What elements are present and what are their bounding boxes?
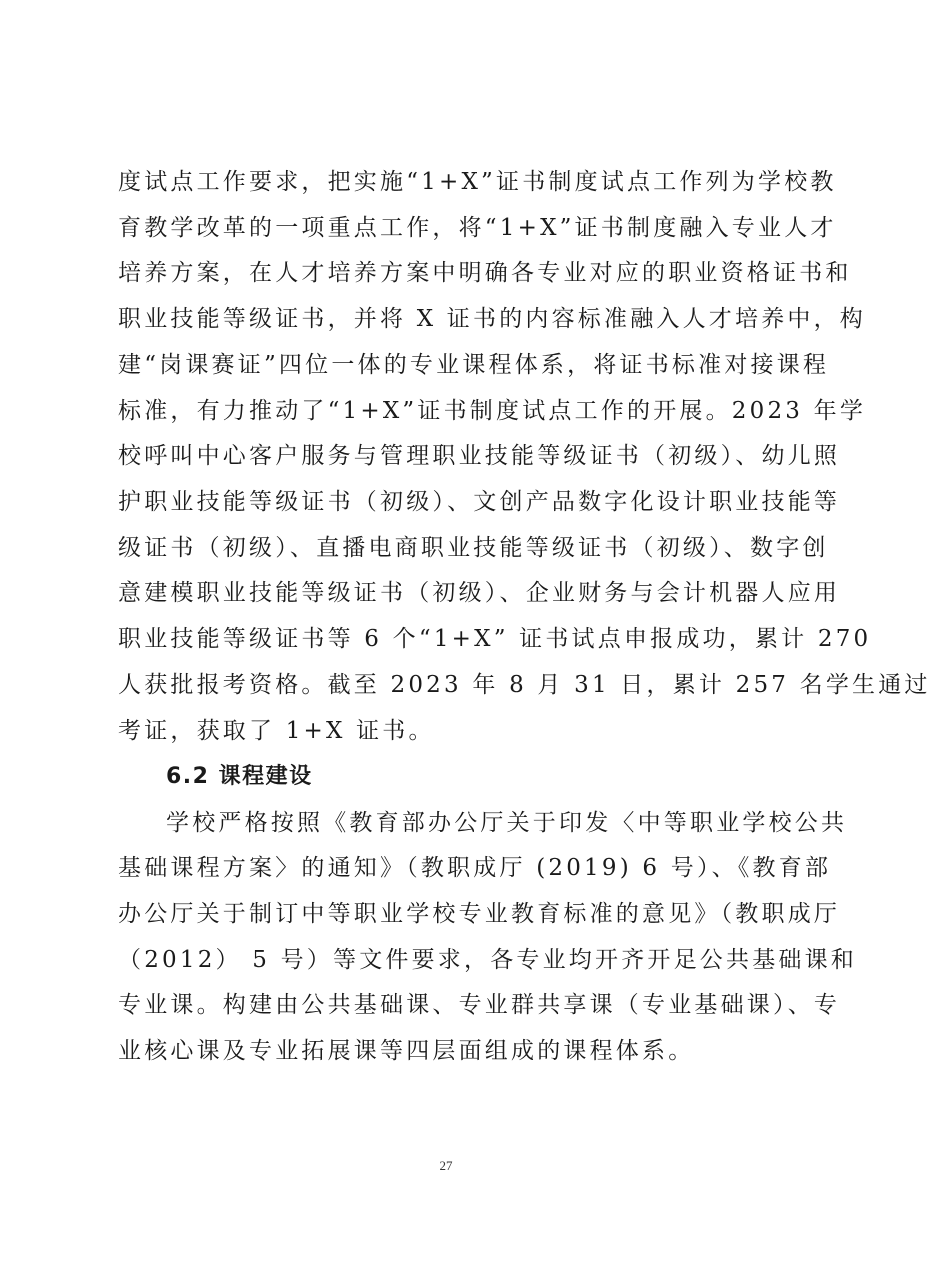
page-number: 27 [439, 1158, 453, 1173]
paragraph-line: 办公厅关于制订中等职业学校专业教育标准的意见》（教职成厅 [118, 901, 841, 927]
paragraph-line: 育教学改革的一项重点工作，将“1+X”证书制度融入专业人才 [118, 215, 837, 241]
section-heading: 6.2 课程建设 [166, 764, 313, 789]
paragraph-line: （2012） 5 号）等文件要求，各专业均开齐开足公共基础课和 [118, 947, 857, 973]
paragraph-line: 人获批报考资格。截至 2023 年 8 月 31 日，累计 257 名学生通过 [118, 672, 931, 698]
paragraph-line: 培养方案，在人才培养方案中明确各专业对应的职业资格证书和 [118, 260, 852, 286]
paragraph-line-last: 业核心课及专业拓展课等四层面组成的课程体系。 [118, 1038, 695, 1064]
paragraph-line: 职业技能等级证书，并将 X 证书的内容标准融入人才培养中，构 [118, 306, 866, 332]
paragraph-line: 护职业技能等级证书（初级）、文创产品数字化设计职业技能等 [118, 489, 841, 515]
paragraph-line: 标准，有力推动了“1+X”证书制度试点工作的开展。2023 年学 [118, 398, 867, 424]
paragraph-line: 专业课。构建由公共基础课、专业群共享课（专业基础课）、专 [118, 992, 841, 1018]
paragraph-line: 职业技能等级证书等 6 个“1+X” 证书试点申报成功，累计 270 [118, 626, 872, 652]
paragraph-line: 校呼叫中心客户服务与管理职业技能等级证书（初级）、幼儿照 [118, 443, 841, 469]
paragraph-line-indented: 学校严格按照《教育部办公厅关于印发〈中等职业学校公共 [166, 810, 848, 836]
paragraph-line-last: 考证，获取了 1+X 证书。 [118, 718, 435, 744]
paragraph-line: 度试点工作要求，把实施“1+X”证书制度试点工作列为学校教 [118, 169, 837, 195]
paragraph-line: 意建模职业技能等级证书（初级）、企业财务与会计机器人应用 [118, 580, 841, 606]
paragraph-line: 基础课程方案〉的通知》（教职成厅 (2019) 6 号）、《教育部 [118, 855, 832, 881]
paragraph-line: 建“岗课赛证”四位一体的专业课程体系，将证书标准对接课程 [118, 352, 830, 378]
paragraph-line: 级证书（初级）、直播电商职业技能等级证书（初级）、数字创 [118, 535, 829, 561]
